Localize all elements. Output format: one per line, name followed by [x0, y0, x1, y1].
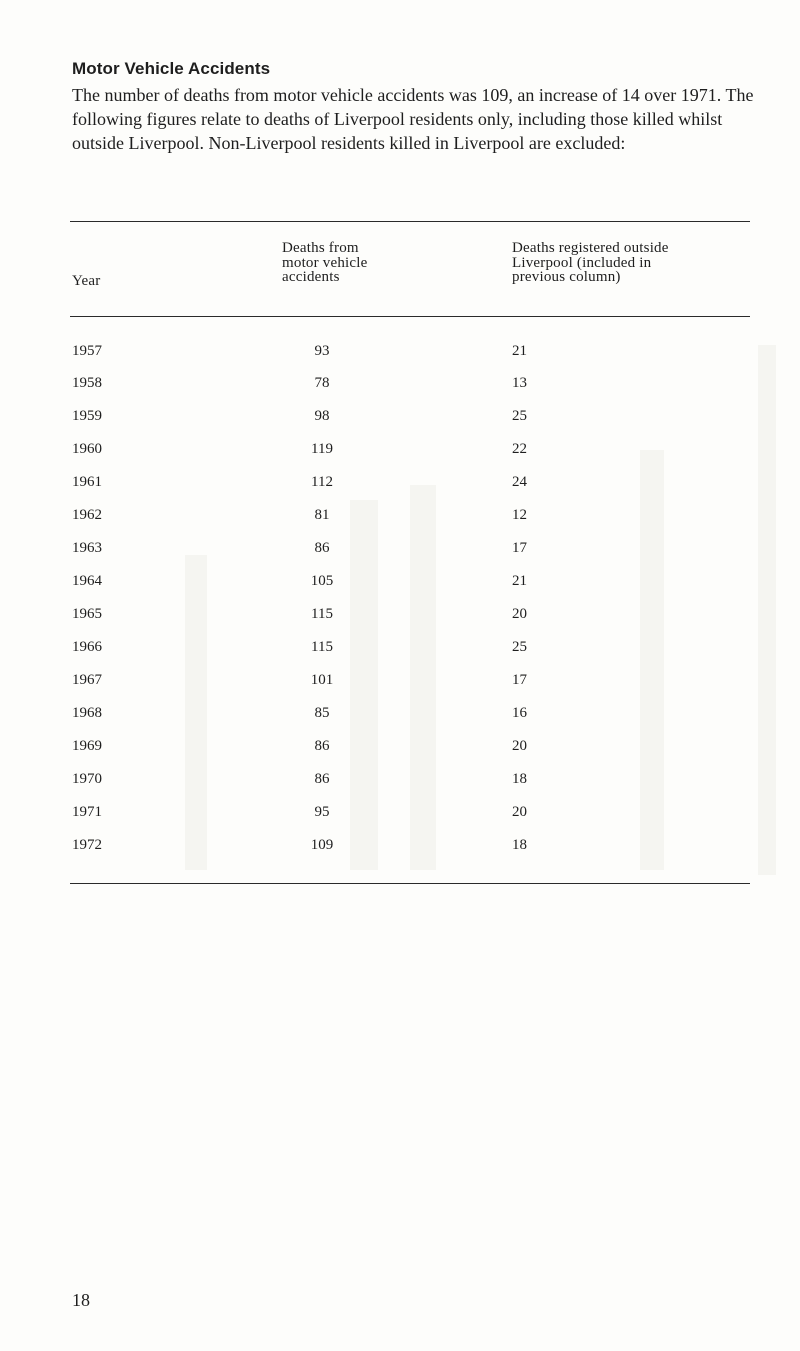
- table-row: [0, 771, 800, 791]
- deaths-cell: 109: [310, 837, 334, 853]
- year-cell: 1958: [72, 375, 102, 391]
- outside-deaths-cell: 16: [512, 705, 527, 721]
- outside-deaths-cell: 13: [512, 375, 527, 391]
- table-row: [0, 804, 800, 824]
- year-cell: 1957: [72, 343, 102, 359]
- deaths-cell: 81: [314, 507, 330, 523]
- table-header-rule: [70, 316, 750, 317]
- deaths-cell: 86: [314, 738, 330, 754]
- table-row: [0, 540, 800, 560]
- year-cell: 1966: [72, 639, 102, 655]
- column-header-deaths-line: motor vehicle: [282, 254, 368, 271]
- table-row: [0, 672, 800, 692]
- year-cell: 1970: [72, 771, 102, 787]
- table-top-rule: [70, 221, 750, 222]
- deaths-cell: 78: [314, 375, 330, 391]
- outside-deaths-cell: 20: [512, 804, 527, 820]
- outside-deaths-cell: 22: [512, 441, 527, 457]
- column-header-year-label: Year: [72, 273, 101, 289]
- outside-deaths-cell: 17: [512, 540, 527, 556]
- year-cell: 1969: [72, 738, 102, 754]
- deaths-cell: 98: [314, 408, 330, 424]
- year-cell: 1962: [72, 507, 102, 523]
- deaths-cell: 95: [314, 804, 330, 820]
- year-cell: 1972: [72, 837, 102, 853]
- deaths-cell: 86: [314, 540, 330, 556]
- year-cell: 1971: [72, 804, 102, 820]
- outside-deaths-cell: 21: [512, 573, 527, 589]
- outside-deaths-cell: 25: [512, 639, 527, 655]
- deaths-cell: 105: [310, 573, 334, 589]
- deaths-cell: 93: [314, 343, 330, 359]
- column-header-outside-line: previous column): [512, 269, 621, 285]
- table-row: [0, 474, 800, 494]
- outside-deaths-cell: 20: [512, 738, 527, 754]
- table-row: [0, 343, 800, 363]
- page-number: 18: [72, 1290, 90, 1310]
- deaths-cell: 115: [311, 606, 333, 622]
- year-cell: 1961: [72, 474, 102, 490]
- deaths-cell: 85: [314, 705, 330, 721]
- outside-deaths-cell: 20: [512, 606, 527, 622]
- column-header-outside-line: Deaths registered outside: [512, 240, 669, 256]
- year-cell: 1967: [72, 672, 102, 688]
- column-header-outside-line: Liverpool (included in: [512, 254, 652, 271]
- column-header-deaths: [282, 241, 368, 285]
- column-header-year: [72, 274, 100, 289]
- year-cell: 1968: [72, 705, 102, 721]
- table-row: [0, 507, 800, 527]
- table-row: [0, 738, 800, 758]
- table-row: [0, 705, 800, 725]
- intro-paragraph: The number of deaths from motor vehicle accidents was 109, an increase of 14 over 1971. The following figures relate to deaths of Liverpool residents only, including those killed whilst outside Liverpool. Non-Liverpool residents killed in Liverpool are excluded:: [72, 85, 754, 153]
- outside-deaths-cell: 17: [512, 672, 527, 688]
- year-cell: 1965: [72, 606, 102, 622]
- column-header-outside: [512, 241, 669, 285]
- column-header-deaths-line: accidents: [282, 269, 340, 285]
- outside-deaths-cell: 18: [512, 837, 527, 853]
- deaths-cell: 112: [311, 474, 333, 490]
- outside-deaths-cell: 21: [512, 343, 527, 359]
- year-cell: 1960: [72, 441, 102, 457]
- deaths-cell: 86: [314, 771, 330, 787]
- year-cell: 1959: [72, 408, 102, 424]
- deaths-cell: 119: [311, 441, 333, 457]
- section-heading: Motor Vehicle Accidents: [72, 59, 271, 78]
- table-row: [0, 408, 800, 428]
- outside-deaths-cell: 25: [512, 408, 527, 424]
- outside-deaths-cell: 12: [512, 507, 527, 523]
- outside-deaths-cell: 18: [512, 771, 527, 787]
- table-row: [0, 573, 800, 593]
- year-cell: 1964: [72, 573, 102, 589]
- table-row: [0, 375, 800, 395]
- deaths-cell: 115: [311, 639, 333, 655]
- table-row: [0, 639, 800, 659]
- table-row: [0, 441, 800, 461]
- outside-deaths-cell: 24: [512, 474, 527, 490]
- deaths-cell: 101: [310, 672, 334, 688]
- column-header-deaths-line: Deaths from: [282, 240, 359, 256]
- table-row: [0, 837, 800, 857]
- year-cell: 1963: [72, 540, 102, 556]
- table-row: [0, 606, 800, 626]
- table-bottom-rule: [70, 883, 750, 884]
